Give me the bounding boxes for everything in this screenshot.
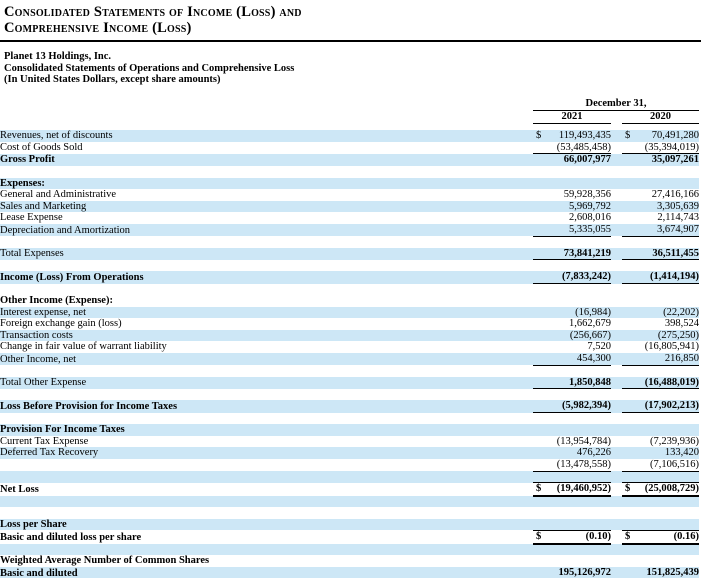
spacer-cell (0, 544, 699, 556)
value-2020 (622, 459, 699, 471)
cell-value: (1,414,194) (650, 271, 699, 283)
cell-value: 133,420 (664, 447, 699, 459)
cell-value: (53,485,458) (556, 141, 611, 153)
table-row (0, 447, 699, 459)
value-2021 (533, 224, 611, 236)
table-row (0, 530, 699, 543)
cell-value: (5,982,394) (562, 400, 611, 412)
column-gap (611, 519, 622, 531)
value-2020 (622, 447, 699, 459)
dollar-sign: $ (625, 530, 631, 542)
spacer-row (0, 284, 699, 296)
cell-value: 151,825,439 (646, 566, 699, 578)
dollar-sign: $ (536, 483, 542, 495)
value-2020 (622, 555, 699, 567)
value-2021 (533, 307, 611, 319)
column-gap (611, 341, 622, 353)
value-2021 (533, 447, 611, 459)
cell-value: 70,491,280 (651, 130, 699, 142)
value-2020 (622, 436, 699, 448)
cell-value: 2,608,016 (569, 212, 611, 224)
cell-value: (7,239,936) (650, 435, 699, 447)
table-row (0, 377, 699, 389)
value-2021 (533, 189, 611, 201)
table-body (0, 130, 699, 578)
column-gap (611, 271, 622, 283)
spacer-cell (0, 365, 699, 377)
row-label: Deferred Tax Recovery (0, 447, 99, 459)
cell-value: (275,250) (657, 329, 699, 341)
spacer-row (0, 260, 699, 272)
value-2021 (533, 212, 611, 224)
value-2021 (533, 483, 611, 496)
cell-value: (16,488,019) (644, 376, 699, 388)
column-gap (611, 248, 622, 260)
value-2020 (622, 295, 699, 307)
column-year-header-row (0, 110, 699, 123)
currency-note: (In United States Dollars, except share amounts) (4, 74, 221, 86)
value-2020 (622, 400, 699, 412)
spacer-cell (0, 389, 699, 401)
company-name: Planet 13 Holdings, Inc. (4, 51, 112, 62)
column-gap (611, 459, 622, 471)
header-empty-cell (0, 110, 533, 123)
value-2021 (533, 459, 611, 471)
value-2020 (622, 130, 699, 142)
row-label: Total Expenses (0, 248, 64, 260)
column-gap (611, 567, 622, 578)
cell-value: 476,226 (576, 447, 611, 459)
value-2020 (622, 318, 699, 330)
row-label: Lease Expense (0, 212, 63, 224)
column-gap (611, 142, 622, 154)
column-gap (611, 555, 622, 567)
row-label: Loss Before Provision for Income Taxes (0, 400, 178, 412)
column-gap (611, 483, 622, 496)
value-2020 (622, 201, 699, 213)
spacer-row (0, 471, 699, 483)
value-2020 (622, 142, 699, 154)
cell-value: (7,106,516) (650, 458, 699, 470)
spacer-row (0, 413, 699, 425)
cell-value: 5,335,055 (569, 224, 611, 236)
spacer-row (0, 496, 699, 508)
value-2021 (533, 330, 611, 342)
column-gap (611, 189, 622, 201)
value-2021 (533, 567, 611, 578)
column-gap (611, 307, 622, 319)
table-row (0, 154, 699, 166)
value-2020 (622, 212, 699, 224)
cell-value: 216,850 (664, 353, 699, 365)
value-2020 (622, 271, 699, 283)
table-row (0, 567, 699, 578)
cell-value: (16,805,941) (644, 341, 699, 353)
cell-value: 36,511,455 (652, 247, 699, 259)
row-label: General and Administrative (0, 189, 117, 201)
statement-title: Consolidated Statements of Operations and Comprehensive Loss (4, 62, 295, 74)
value-2021 (533, 178, 611, 190)
cell-value: 66,007,977 (563, 154, 611, 166)
table-row (0, 248, 699, 260)
table-row (0, 483, 699, 496)
cell-value: (0.10) (585, 530, 611, 542)
cell-value: (19,460,952) (556, 483, 611, 495)
table-row (0, 436, 699, 448)
column-gap (611, 436, 622, 448)
column-gap (611, 154, 622, 166)
column-gap (611, 377, 622, 389)
header-spacer-row (0, 123, 699, 130)
dollar-sign: $ (625, 130, 631, 142)
table-row (0, 130, 699, 142)
cell-value: 73,841,219 (563, 247, 611, 259)
cell-value: (7,833,242) (562, 271, 611, 283)
column-header-2020: 2020 (622, 110, 699, 123)
row-label: Depreciation and Amortization (0, 224, 131, 236)
income-statement-table (0, 98, 699, 578)
table-row (0, 519, 699, 531)
cell-value: 1,850,848 (569, 376, 611, 388)
value-2020 (622, 189, 699, 201)
dollar-sign: $ (625, 483, 631, 495)
cell-value: (22,202) (663, 306, 699, 318)
spacer-cell (0, 496, 699, 508)
row-label: Cost of Goods Sold (0, 142, 83, 154)
value-2020 (622, 330, 699, 342)
row-label: Transaction costs (0, 329, 73, 341)
table-row (0, 295, 699, 307)
cell-value: (13,954,784) (556, 435, 611, 447)
table-row (0, 424, 699, 436)
table-row (0, 189, 699, 201)
column-gap (611, 318, 622, 330)
cell-value: 3,674,907 (657, 224, 699, 236)
cell-value: 2,114,743 (657, 212, 699, 224)
row-label: Foreign exchange gain (loss) (0, 318, 122, 330)
value-2021 (533, 377, 611, 389)
value-2021 (533, 295, 611, 307)
value-2021 (533, 353, 611, 365)
column-gap (611, 353, 622, 365)
dollar-sign: $ (536, 530, 542, 542)
table-row (0, 318, 699, 330)
row-label: Gross Profit (0, 154, 55, 166)
value-2020 (622, 483, 699, 496)
table-row (0, 201, 699, 213)
table-row (0, 178, 699, 190)
spacer-cell (0, 236, 699, 248)
cell-value: 59,928,356 (563, 189, 611, 201)
row-label: Income (Loss) From Operations (0, 271, 144, 283)
value-2021 (533, 248, 611, 260)
cell-value: 35,097,261 (651, 154, 699, 166)
row-label: Interest expense, net (0, 306, 87, 318)
cell-value: (35,394,019) (644, 141, 699, 153)
table-row (0, 353, 699, 365)
column-gap (611, 201, 622, 213)
value-2020 (622, 424, 699, 436)
table-row (0, 400, 699, 412)
value-2021 (533, 519, 611, 531)
column-gap (611, 530, 622, 543)
spacer-cell (0, 413, 699, 425)
table-row (0, 307, 699, 319)
spacer-row (0, 544, 699, 556)
spacer-cell (0, 260, 699, 272)
row-label: Other Income (Expense): (0, 295, 113, 307)
header-empty-cell (0, 98, 533, 111)
value-2020 (622, 530, 699, 543)
cell-value: (17,902,213) (644, 400, 699, 412)
cell-value: (0.16) (673, 530, 699, 542)
spacer-cell (0, 471, 699, 483)
statement-header (0, 42, 701, 86)
spacer-row (0, 365, 699, 377)
value-2020 (622, 353, 699, 365)
row-label: Other Income, net (0, 353, 77, 365)
cell-value: 5,969,792 (569, 200, 611, 212)
row-label: Total Other Expense (0, 377, 87, 389)
cell-value: 1,662,679 (569, 318, 611, 330)
value-2021 (533, 318, 611, 330)
cell-value: 3,305,639 (657, 200, 699, 212)
value-2020 (622, 178, 699, 190)
spacer-row (0, 236, 699, 248)
value-2020 (622, 377, 699, 389)
cell-value: (13,478,558) (556, 458, 611, 470)
cell-value: 398,524 (664, 318, 699, 330)
value-2020 (622, 567, 699, 578)
row-label: Revenues, net of discounts (0, 130, 113, 142)
column-header-2021: 2021 (533, 110, 611, 123)
row-label: Weighted Average Number of Common Shares (0, 555, 210, 567)
cell-value: 119,493,435 (558, 130, 611, 142)
document-title-line-2: Comprehensive Income (Loss) (4, 19, 192, 36)
cell-value: (25,008,729) (644, 483, 699, 495)
value-2021 (533, 424, 611, 436)
value-2020 (622, 519, 699, 531)
cell-value: 27,416,166 (651, 189, 699, 201)
table-row (0, 142, 699, 154)
header-spacer-cell (0, 123, 699, 130)
document-title-line-1: Consolidated Statements of Income (Loss) and (4, 4, 302, 20)
column-group-header: December 31, (533, 98, 699, 111)
row-label: Loss per Share (0, 518, 67, 530)
spacer-row (0, 389, 699, 401)
value-2021 (533, 201, 611, 213)
table-row (0, 212, 699, 224)
table-row (0, 341, 699, 353)
table-row (0, 555, 699, 567)
spacer-cell (0, 166, 699, 178)
row-label: Sales and Marketing (0, 200, 87, 212)
cell-value: 7,520 (587, 341, 611, 353)
column-gap (611, 178, 622, 190)
cell-value: (16,984) (575, 306, 611, 318)
dollar-sign: $ (536, 130, 542, 142)
value-2021 (533, 530, 611, 543)
row-label: Basic and diluted loss per share (0, 531, 142, 543)
value-2021 (533, 341, 611, 353)
column-gap (611, 400, 622, 412)
value-2021 (533, 271, 611, 283)
cell-value: (256,667) (569, 329, 611, 341)
row-label: Expenses: (0, 177, 45, 189)
table-row (0, 271, 699, 283)
spacer-row (0, 166, 699, 178)
spacer-row (0, 507, 699, 519)
column-gap (611, 212, 622, 224)
value-2021 (533, 154, 611, 166)
value-2021 (533, 142, 611, 154)
cell-value: 454,300 (576, 353, 611, 365)
column-gap (611, 447, 622, 459)
row-label: Net Loss (0, 484, 39, 496)
table-row (0, 330, 699, 342)
value-2021 (533, 130, 611, 142)
value-2021 (533, 400, 611, 412)
column-gap (611, 295, 622, 307)
table-row (0, 224, 699, 236)
column-gap (611, 330, 622, 342)
column-gap (611, 424, 622, 436)
spacer-cell (0, 284, 699, 296)
value-2020 (622, 224, 699, 236)
value-2021 (533, 555, 611, 567)
value-2020 (622, 341, 699, 353)
document-title (0, 0, 701, 36)
column-group-header-row (0, 98, 699, 111)
spacer-cell (0, 507, 699, 519)
value-2020 (622, 154, 699, 166)
column-gap (611, 130, 622, 142)
row-label: Current Tax Expense (0, 435, 89, 447)
header-gap-cell (611, 110, 622, 123)
column-gap (611, 224, 622, 236)
value-2021 (533, 436, 611, 448)
value-2020 (622, 248, 699, 260)
table-row (0, 459, 699, 471)
row-label: Provision For Income Taxes (0, 424, 125, 436)
row-label (0, 459, 533, 471)
row-label: Basic and diluted (0, 567, 78, 578)
value-2020 (622, 307, 699, 319)
row-label: Change in fair value of warrant liability (0, 341, 167, 353)
cell-value: 195,126,972 (558, 566, 611, 578)
